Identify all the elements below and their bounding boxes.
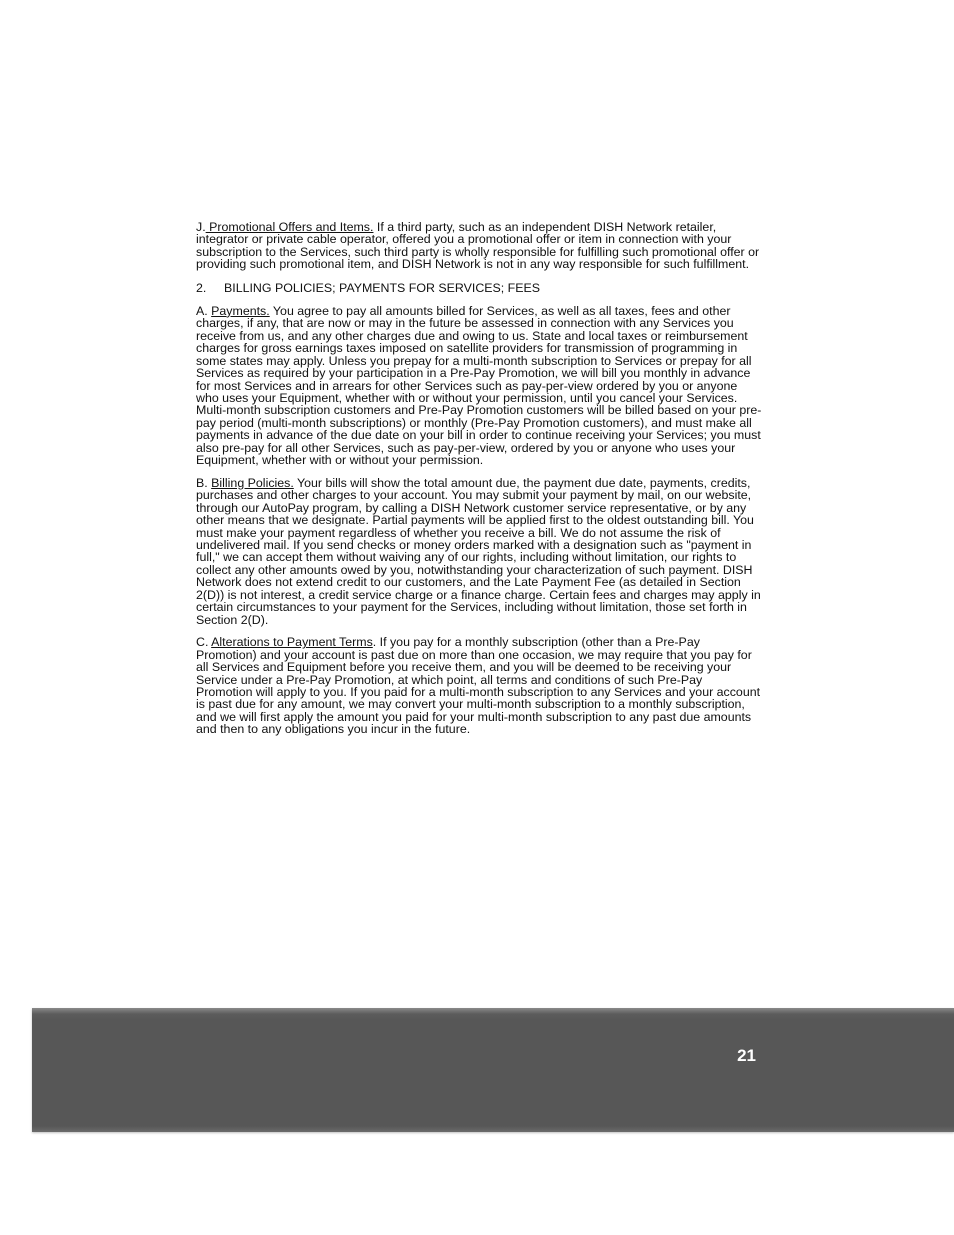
- section-body: If a third party, such as an independent DISH Network retailer, integrator or private cable operator, offered you a promotional offer or item in connection with your subscription to the Services, such third party is wholly responsible for fulfilling such promotional offer or providing such promotional item, and DISH Network is not in any way responsible for such fulfillment.: [196, 220, 760, 272]
- footer-band: [32, 1008, 954, 1132]
- paragraph-billing-policies: [196, 477, 762, 626]
- section-letter: J.: [196, 220, 206, 234]
- paragraph-promotional-offers: [196, 221, 762, 271]
- section-letter: A.: [196, 303, 212, 318]
- section-letter: B.: [196, 475, 212, 490]
- section-title: Payments.: [211, 303, 270, 318]
- section-heading-text: BILLING POLICIES; PAYMENTS FOR SERVICES; FEES: [224, 280, 541, 295]
- section-number: 2.: [196, 280, 207, 295]
- section-body: . If you pay for a monthly subscription (other than a Pre-Pay Promotion) and your account is past due on more than one occasion, we may require that you pay for all Services and Equipment before you receive them, and you will be deemed to be receiving your Service under a Pre-Pay Promotion, at which point, all terms and conditions of such Pre-Pay Promotion will apply to you. If you paid for a multi-month subscription to any Services and your account is past due for any amount, we may convert your multi-month subscription to a monthly subscription, and we will first apply the amount you paid for your multi-month subscription to any past due amounts and then to any obligations you incur in the future.: [196, 635, 761, 737]
- page-number: 21: [737, 1046, 756, 1065]
- document-body: [196, 221, 762, 746]
- section-heading-billing: [196, 281, 762, 295]
- section-title: Billing Policies.: [211, 475, 294, 490]
- paragraph-alterations: [196, 636, 762, 736]
- section-letter: C.: [196, 635, 212, 650]
- section-body: Your bills will show the total amount due, the payment due date, payments, credits, purchases and other charges to your account. You may submit your payment by mail, on our website, through our AutoPay program, by calling a DISH Network customer service representative, or by any other means that we designate. Partial payments will be applied first to the oldest outstanding bill. You must make your payment regardless of whether you receive a bill. We do not assume the risk of undelivered mail. If you send checks or money orders marked with a designation such as "payment in full," we can accept them without waiving any of our rights, including without limitation, our rights to collect any other amounts owed by you, notwithstanding your characterization of such payment. DISH Network does not extend credit to our customers, and the Late Payment Fee (as detailed in Section 2(D)) is not interest, a credit service charge or a finance charge. Certain fees and charges may apply in certain circumstances to your payment for the Services, including without limitation, those set forth in Section 2(D).: [196, 475, 761, 627]
- section-title: Promotional Offers and Items.: [205, 220, 374, 234]
- paragraph-payments: [196, 305, 762, 467]
- section-title: Alterations to Payment Terms: [211, 635, 373, 650]
- section-body: You agree to pay all amounts billed for Services, as well as all taxes, fees and other charges, if any, that are now or may in the future be assessed in connection with any Services you receive from us, and any other charges due and owing to us. State and local taxes or reimbursement charges for gross earnings taxes imposed on satellite providers for transmission of programming in some states may apply. Unless you prepay for a multi-month subscription to Services or prepay for all Services as required by your participation in a Pre-Pay Promotion, we will bill you monthly in advance for most Services and in arrears for other Services such as pay-per-view ordered by you or anyone who uses your Equipment, whether with or without your permission, until you cancel your Services. Multi-month subscription customers and Pre-Pay Promotion customers will be billed based on your pre-pay period (multi-month subscriptions) or monthly (Pre-Pay Promotion customers), and must make all payments in advance of the due date on your bill in order to continue receiving your Services; you must also pre-pay for all other Services, such as pay-per-view, ordered by you or anyone who uses your Equipment, whether with or without your permission.: [196, 303, 762, 468]
